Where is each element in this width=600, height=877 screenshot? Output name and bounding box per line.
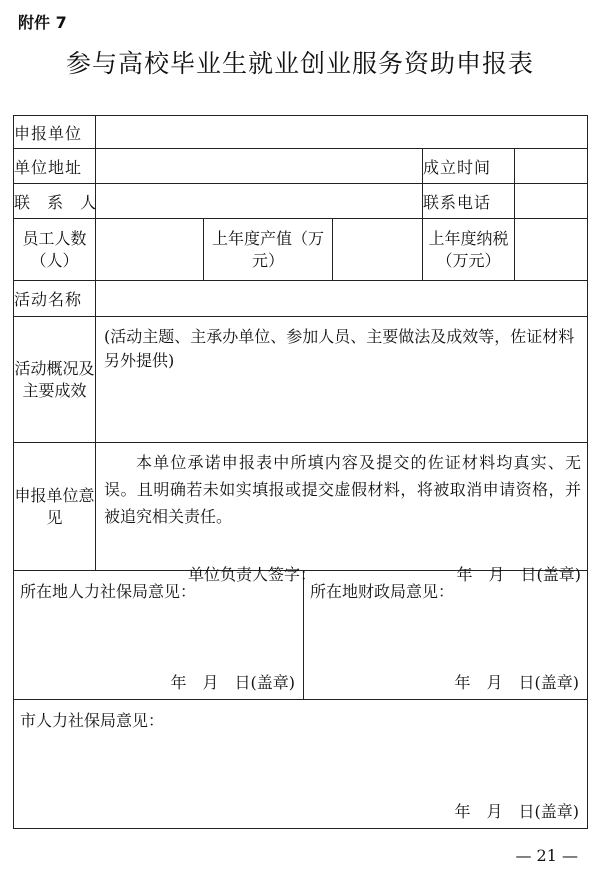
applicant-date-seal: 年 月 日(盖章) [456, 565, 582, 584]
applicant-unit-label: 申报单位 [14, 116, 96, 149]
contact-phone-label: 联系电话 [423, 184, 515, 219]
city-hr-opinion-cell[interactable] [14, 700, 588, 829]
local-finance-opinion-cell[interactable] [304, 571, 588, 700]
activity-summary-field[interactable]: (活动主题、主承办单位、参加人员、主要做法及成效等，佐证材料另外提供) [96, 317, 588, 443]
local-hr-opinion-cell[interactable] [14, 571, 304, 700]
application-form [13, 115, 588, 829]
contact-phone-field[interactable] [515, 184, 588, 219]
signature-label: 单位负责人签字： [188, 565, 317, 584]
declaration-text: 本单位承诺申报表中所填内容及提交的佐证材料均真实、无误。且明确若未如实填报或提交虚假材料，将被取消申请资格，并被追究相关责任。 [104, 453, 582, 526]
employees-field[interactable] [96, 219, 204, 281]
applicant-unit-field[interactable] [96, 116, 588, 149]
last-year-tax-field[interactable] [515, 219, 588, 281]
local-finance-date-seal: 年 月 日(盖章) [454, 673, 580, 692]
document-title: 参与高校毕业生就业创业服务资助申报表 [65, 49, 534, 78]
last-year-tax-label: 上年度纳税（万元） [423, 219, 515, 281]
activity-summary-label: 活动概况及主要成效 [14, 317, 96, 443]
local-hr-opinion-label: 所在地人力社保局意见： [20, 582, 197, 601]
contact-person-field[interactable] [96, 184, 423, 219]
attachment-label: 附件 7 [18, 13, 67, 32]
city-hr-opinion-label: 市人力社保局意见： [20, 711, 165, 730]
page-number: — 21 — [515, 846, 578, 865]
unit-address-field[interactable] [96, 149, 423, 184]
employees-label: 员工人数（人） [14, 219, 96, 281]
declaration-cell [96, 443, 588, 584]
unit-address-label: 单位地址 [14, 149, 96, 184]
city-hr-date-seal: 年 月 日(盖章) [454, 802, 580, 821]
activity-name-field[interactable] [96, 281, 588, 317]
contact-person-label: 联 系 人 [14, 184, 96, 219]
last-year-output-field[interactable] [333, 219, 423, 281]
activity-name-label: 活动名称 [14, 281, 96, 317]
last-year-output-label: 上年度产值（万元） [204, 219, 333, 281]
local-hr-date-seal: 年 月 日(盖章) [170, 673, 295, 692]
established-field[interactable] [515, 149, 588, 184]
local-finance-opinion-label: 所在地财政局意见： [310, 582, 455, 601]
applicant-opinion-label: 申报单位意见 [14, 443, 96, 571]
established-label: 成立时间 [423, 149, 515, 184]
